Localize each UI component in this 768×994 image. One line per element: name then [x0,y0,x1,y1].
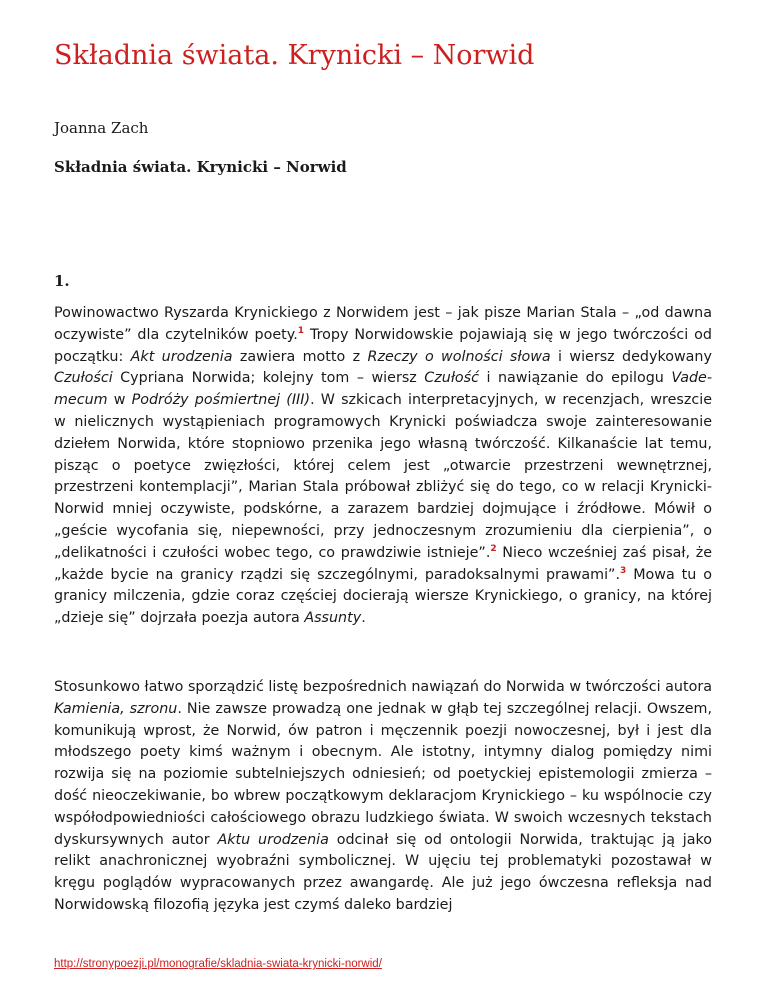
text: Cypriana Norwida; kolejny tom – wiersz [112,370,425,387]
book-title: Vade-mecum [54,370,713,409]
text: i wiersz dedykowany [550,348,712,365]
text: Mowa tu o granicy milczenia, gdzie coraz częściej docierają wiersze Krynickiego, o granicy, na której „dzieje się” dojrzała poezja autora [54,566,713,627]
text: w [107,392,132,409]
paragraph-1 [54,303,712,630]
source-url-link[interactable]: http://stronypoezji.pl/monografie/skladnia-swiata-krynicki-norwid/ [54,958,382,970]
text: Tropy Norwidowskie pojawiają się w jego twórczości od początku: [54,326,712,365]
book-title: Aktu urodzenia [217,831,329,848]
text: Nieco wcześniej zaś pisał, że „każde bycie na granicy rządzi się szczególnymi, paradoksalnymi prawami”. [54,544,712,583]
paragraph-2 [54,677,712,917]
text: Stosunkowo łatwo sporządzić listę bezpośrednich nawiązań do Norwida w twórczości autora [54,679,712,695]
text: i nawiązanie do epilogu [479,370,672,387]
footnote-ref-2[interactable]: 2 [490,544,497,554]
text: odcinał się od ontologii Norwida, traktując ją jako relikt anachronicznej wyobraźni symbolicznej. W ujęciu tej problematyki pozostawał w kręgu poglądów wypracowanych przez awangardę. Ale już jego ówczesna refleksja nad Norwidowską filozofią języka jest czymś daleko bardziej [54,831,713,913]
footnote-ref-3[interactable]: 3 [620,565,627,576]
book-title: Podróży pośmiertnej (III) [131,392,311,409]
text: . W szkicach interpretacyjnych, w recenzjach, wreszcie w nielicznych wystąpieniach programowych Krynicki poświadcza swoje zainteresowanie dziełem Norwida, które stopniowo przenika jego własną twórczość. Kilkanaście lat temu, pisząc o poetyce zwięzłości, której celem jest „otwarcie przestrzeni wewnętrznej, przestrzeni kontemplacji”, Marian Stala próbował zbliżyć się do tego, co w relacji Krynicki-Norwid mniej oczywiste, podskórne, a zarazem bardziej dojmujące i źródłowe. Mówił o „geście wycofania się, niepewności, przy jednoczesnym zrozumieniu dla cierpienia”, o „delikatności i czułości wobec tego, co prawdziwie istnieje”. [54,392,712,561]
footnote-ref-1[interactable]: 1 [297,326,305,337]
section-number: 1. [54,272,70,290]
text: Powinowactwo Ryszarda Krynickiego z Norwidem jest – jak pisze Marian Stala – „od dawna oczywiste” dla czytelników poety. [54,305,712,343]
text: . [361,610,366,627]
article-subtitle: Składnia świata. Krynicki – Norwid [54,158,347,176]
author-name: Joanna Zach [54,119,149,137]
book-title: Kamienia, szronu [54,700,178,717]
text: . Nie zawsze prowadzą one jednak w głąb tej szczególnej relacji. Owszem, komunikują wprost, że Norwid, ów patron i męczennik poezji nowoczesnej, był i jest dla młodszego poety kimś ważnym i obecnym. Ale istotny, intymny dialog pomiędzy nimi rozwija się na poziomie subtelniejszych odniesień; od poetyckiej epistemologii zmierza – dość nieoczekiwanie, bo wbrew początkowym deklaracjom Krynickiego – ku wspólnocie czy współodpowiedniości całościowego obrazu ludzkiego świata. W swoich wczesnych tekstach dyskursywnych autor [54,700,713,848]
book-title: Czułość [424,370,479,387]
book-title: Akt urodzenia [130,348,233,365]
text: zawiera motto z [232,348,368,365]
book-title: Rzeczy o wolności słowa [367,348,551,365]
book-title: Czułości [54,370,113,387]
page-title: Składnia świata. Krynicki – Norwid [54,40,535,71]
book-title: Assunty [304,610,362,627]
